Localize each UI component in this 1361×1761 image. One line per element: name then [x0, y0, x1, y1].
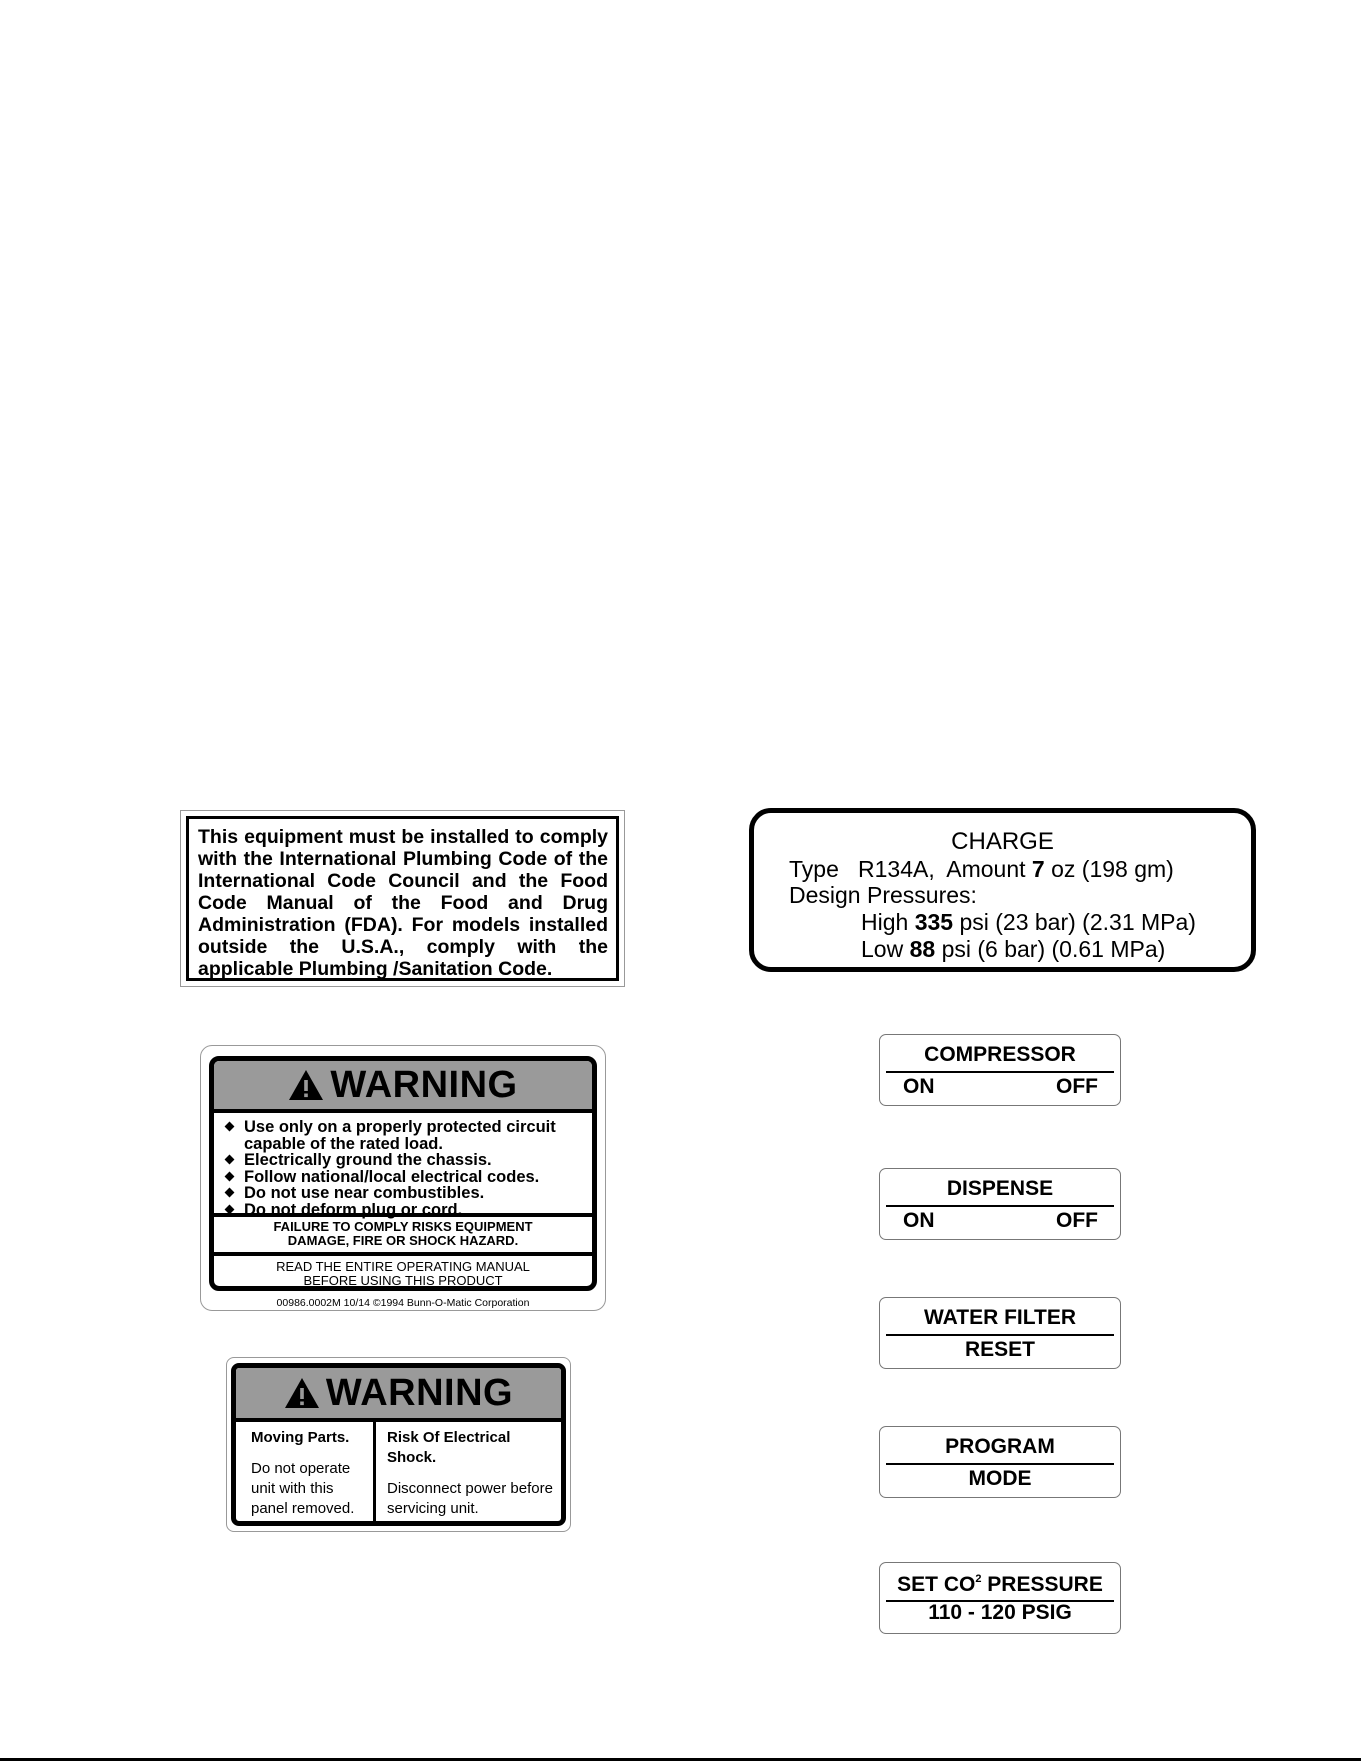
high-pressure-label: High — [861, 909, 915, 935]
design-pressures-heading: Design Pressures: — [789, 882, 977, 908]
diamond-bullet-icon — [225, 1122, 235, 1132]
water-filter-title: WATER FILTER — [923, 1306, 1077, 1329]
moving-parts-warning-frame — [231, 1363, 566, 1526]
high-pressure-line — [861, 909, 1196, 935]
plumbing-code-label — [180, 810, 625, 987]
program-mode-label — [879, 1426, 1121, 1498]
warning-instructions-list — [214, 1113, 592, 1219]
co2-title-text: SET CO — [897, 1573, 976, 1596]
co2-pressure-range: 110 - 120 PSIG — [928, 1601, 1072, 1624]
list-item-text: Do not deform plug or cord. — [244, 1200, 463, 1219]
list-item-text: Do not use near combustibles. — [244, 1184, 485, 1202]
failure-hazard-notice — [214, 1213, 592, 1256]
warning-heading: WARNING — [330, 1063, 518, 1106]
water-filter-reset-label — [879, 1297, 1121, 1369]
charge-type-line — [789, 856, 1174, 882]
moving-parts-line: unit with this — [251, 1480, 334, 1497]
co2-title-suffix: PRESSURE — [981, 1573, 1103, 1596]
list-item-text: Follow national/local electrical codes. — [244, 1167, 540, 1186]
diamond-bullet-icon — [225, 1188, 235, 1198]
dispense-switch-label — [879, 1168, 1121, 1240]
failure-line-1: FAILURE TO COMPLY RISKS EQUIPMENT — [273, 1219, 533, 1234]
moving-parts-line: Do not operate — [251, 1460, 351, 1477]
electrical-shock-line: servicing unit. — [387, 1500, 479, 1517]
co2-subscript: 2 — [975, 1573, 982, 1585]
co2-pressure-label — [879, 1562, 1121, 1634]
charge-amount-unit: oz (198 gm) — [1044, 856, 1174, 882]
compressor-off-text: OFF — [1056, 1075, 1098, 1098]
label-divider — [886, 1071, 1114, 1073]
moving-parts-heading: Moving Parts. — [251, 1429, 350, 1446]
electrical-shock-column — [376, 1422, 561, 1525]
read-line-2: BEFORE USING THIS PRODUCT — [303, 1273, 503, 1288]
warning-header — [236, 1368, 561, 1422]
low-pressure-line — [861, 936, 1165, 962]
warning-triangle-icon — [288, 1069, 324, 1101]
warning-triangle-icon — [284, 1377, 320, 1409]
electrical-warning-frame — [209, 1056, 597, 1291]
failure-line-2: DAMAGE, FIRE OR SHOCK HAZARD. — [287, 1233, 519, 1248]
electrical-warning-label — [200, 1045, 606, 1311]
list-item-text: Electrically ground the chassis. — [244, 1151, 492, 1169]
list-item — [224, 1169, 592, 1186]
read-line-1: READ THE ENTIRE OPERATING MANUAL — [276, 1259, 530, 1274]
warning-header — [214, 1061, 592, 1113]
dispense-off-text: OFF — [1056, 1209, 1098, 1232]
charge-type-text: Type R134A, Amount — [789, 856, 1032, 882]
program-title: PROGRAM — [945, 1435, 1055, 1458]
warning-columns — [236, 1422, 561, 1525]
high-pressure-unit: psi (23 bar) (2.31 MPa) — [953, 909, 1196, 935]
low-pressure-label: Low — [861, 936, 910, 962]
list-item — [224, 1119, 592, 1152]
label-part-number: 00986.0002M 10/14 ©1994 Bunn-O-Matic Corporation — [276, 1297, 530, 1309]
moving-parts-line: panel removed. — [251, 1500, 355, 1517]
label-divider — [886, 1205, 1114, 1207]
compressor-switch-label — [879, 1034, 1121, 1106]
compressor-on-text: ON — [903, 1075, 935, 1098]
dispense-title: DISPENSE — [946, 1177, 1054, 1200]
program-mode-text: MODE — [968, 1467, 1032, 1490]
list-item-text: Use only on a properly protected circuit — [244, 1118, 556, 1136]
dispense-on-text: ON — [903, 1209, 935, 1232]
label-divider — [886, 1334, 1114, 1336]
diamond-bullet-icon — [225, 1204, 235, 1214]
charge-title: CHARGE — [951, 828, 1054, 855]
electrical-shock-line: Disconnect power before — [387, 1480, 553, 1497]
compressor-title: COMPRESSOR — [924, 1043, 1076, 1066]
read-manual-notice — [214, 1256, 592, 1288]
electrical-shock-heading: Risk Of Electrical Shock. — [387, 1429, 511, 1466]
low-pressure-value: 88 — [909, 936, 936, 962]
water-filter-reset-text: RESET — [964, 1338, 1035, 1361]
label-divider — [886, 1463, 1114, 1465]
list-item — [224, 1185, 592, 1202]
low-pressure-unit: psi (6 bar) (0.61 MPa) — [935, 936, 1166, 962]
high-pressure-value: 335 — [914, 909, 954, 935]
co2-title — [880, 1573, 1120, 1597]
diamond-bullet-icon — [225, 1171, 235, 1181]
warning-heading: WARNING — [325, 1371, 514, 1414]
refrigerant-charge-label — [749, 808, 1256, 972]
list-item-text-cont: capable of the rated load. — [244, 1134, 443, 1153]
diamond-bullet-icon — [225, 1155, 235, 1165]
moving-parts-column — [236, 1422, 376, 1525]
charge-amount: 7 — [1031, 856, 1045, 882]
list-item — [224, 1152, 592, 1169]
moving-parts-warning-label — [226, 1357, 571, 1532]
list-item — [224, 1202, 592, 1219]
plumbing-code-text: This equipment must be installed to comply with the International Plumbing Code of the International Code Council and the Food Code Manual of the Food and Drug Administration (FDA). For models installed outside the U.S.A., comply with the applicable Plumbing /Sanitation Code. — [186, 816, 619, 981]
